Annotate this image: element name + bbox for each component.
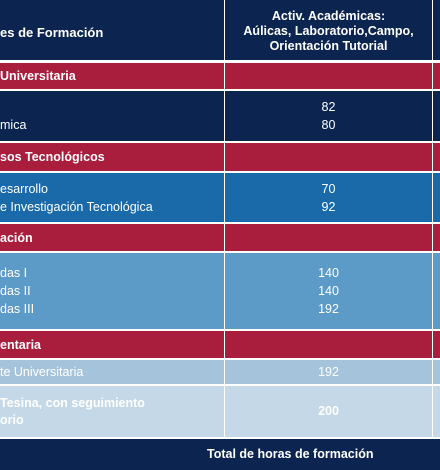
section-items-empty <box>433 253 440 329</box>
section-items-values <box>225 91 432 141</box>
section-title-cell-empty <box>433 143 440 171</box>
item-label: mica <box>0 118 27 132</box>
section-items-row <box>0 253 440 329</box>
section-title-cell-empty <box>433 224 440 251</box>
item-label: das III <box>0 302 35 316</box>
tesina-label-cell <box>0 386 224 437</box>
section-items-values <box>225 173 432 222</box>
section-title-cell-empty <box>225 143 432 171</box>
item-value: 80 <box>321 118 336 132</box>
tesina-label-line2: orio <box>0 413 24 427</box>
header-col-formacion-label: es de Formación <box>0 25 104 40</box>
section-title: ación <box>0 231 33 245</box>
section-title-cell-empty <box>225 331 432 358</box>
item-value: 140 <box>318 284 339 298</box>
section-title-cell-empty <box>433 63 440 89</box>
header-col-3 <box>433 0 440 60</box>
tesina-value: 200 <box>318 404 339 418</box>
tesina-label-line1: Tesina, con seguimiento <box>0 396 145 410</box>
section-items-row <box>0 91 440 141</box>
section-title-cell-empty <box>433 331 440 358</box>
section-items-row <box>0 173 440 222</box>
section-title-cell <box>0 331 224 358</box>
section-title-row <box>0 63 440 89</box>
section-items-labels <box>0 360 224 384</box>
header-col-formacion <box>0 0 224 60</box>
item-label: e Investigación Tecnológica <box>0 200 153 214</box>
total-label-cell <box>0 439 432 470</box>
section-items-empty <box>433 173 440 222</box>
header-col-actividades-line3: Orientación Tutorial <box>269 39 388 53</box>
section-title: sos Tecnológicos <box>0 150 105 164</box>
total-label: Total de horas de formación <box>207 447 374 461</box>
section-title-cell <box>0 224 224 251</box>
item-value: 92 <box>321 200 336 214</box>
section-title: entaria <box>0 338 41 352</box>
item-label: das I <box>0 266 28 280</box>
section-title-row <box>0 143 440 171</box>
item-value: 140 <box>318 266 339 280</box>
item-value: 192 <box>318 302 339 316</box>
tesina-empty-cell <box>433 386 440 437</box>
section-items-labels <box>0 91 224 141</box>
section-items-empty <box>433 360 440 384</box>
item-label: esarrollo <box>0 182 48 196</box>
item-label: te Universitaria <box>0 365 84 379</box>
item-value: 192 <box>318 365 339 379</box>
item-value: 82 <box>321 100 336 114</box>
section-items-labels <box>0 173 224 222</box>
section-title-cell-empty <box>225 224 432 251</box>
section-title: Universitaria <box>0 69 76 83</box>
total-row <box>0 439 440 470</box>
tesina-row <box>0 386 440 437</box>
header-col-actividades <box>225 0 432 60</box>
header-col-actividades-line2: Aúlicas, Laboratorio,Campo, <box>243 24 414 38</box>
item-value: 70 <box>321 182 336 196</box>
section-items-values <box>225 253 432 329</box>
section-title-row <box>0 224 440 251</box>
section-title-cell <box>0 143 224 171</box>
section-items-empty <box>433 91 440 141</box>
header-col-actividades-line1: Activ. Académicas: <box>271 9 386 23</box>
section-items-labels <box>0 253 224 329</box>
section-items-row <box>0 360 440 384</box>
item-label: das II <box>0 284 31 298</box>
table-header-row <box>0 0 440 60</box>
tesina-value-cell <box>225 386 432 437</box>
section-title-cell-empty <box>225 63 432 89</box>
section-title-cell <box>0 63 224 89</box>
section-title-row <box>0 331 440 358</box>
total-empty-cell <box>433 439 440 470</box>
section-items-values <box>225 360 432 384</box>
